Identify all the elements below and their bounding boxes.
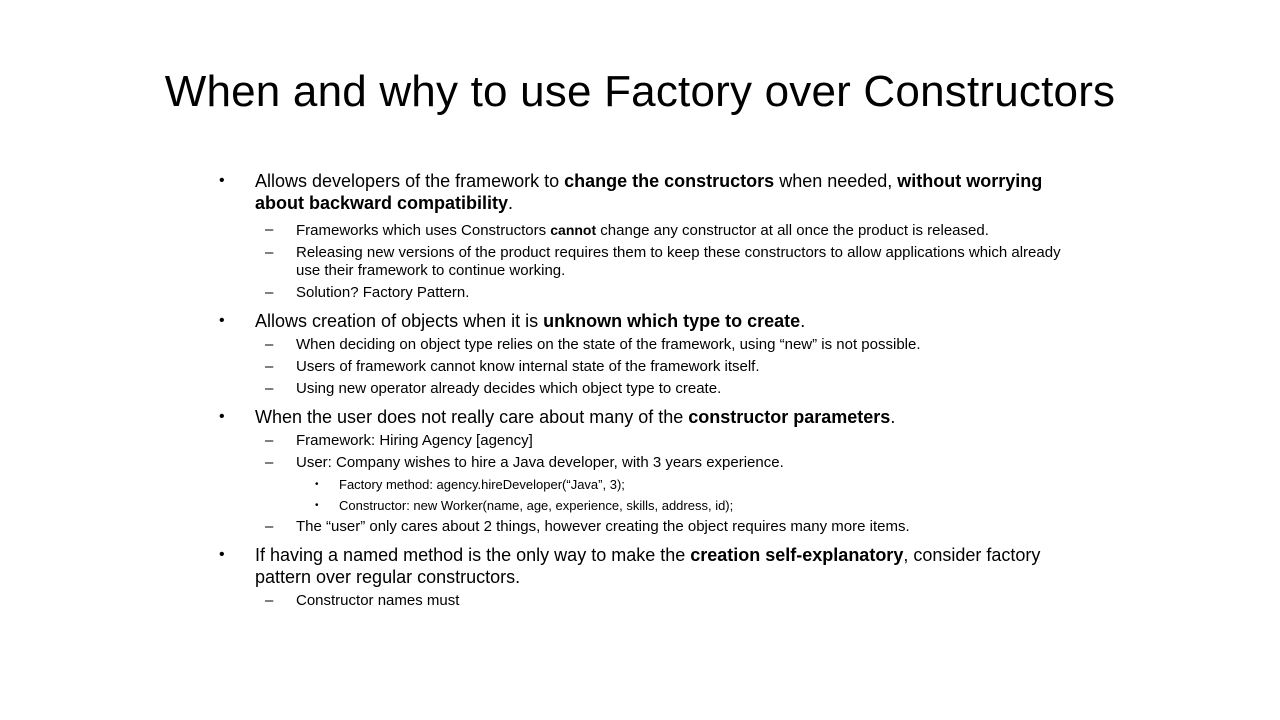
- bullet-text-bold: constructor parameters: [688, 407, 891, 427]
- sub-bullet: [215, 432, 1085, 450]
- bullet-text-bold: without worrying about backward compatibility: [255, 171, 1043, 213]
- bullet-point: [215, 544, 1085, 588]
- bullet-text-bold: unknown which type to create: [543, 311, 801, 331]
- bullet-text: .: [890, 407, 896, 427]
- sub-bullet-text: Releasing new versions of the product requires them to keep these constructors to allow applications which already use their framework to continue working.: [296, 244, 1061, 279]
- sub-bullet: [215, 454, 1085, 472]
- sub-bullet: [215, 518, 1085, 536]
- sub-bullet: [215, 592, 1085, 610]
- sub-bullet-text: Users of framework cannot know internal state of the framework itself.: [296, 358, 760, 375]
- sub-bullet-text-bold: cannot: [550, 222, 597, 238]
- dash-marker: –: [265, 221, 274, 238]
- bullet-text: when needed,: [774, 171, 898, 191]
- dash-marker: –: [265, 518, 274, 535]
- sub-bullet-text: Framework: Hiring Agency [agency]: [296, 432, 533, 449]
- bullet-text: .: [800, 311, 806, 331]
- dash-marker: –: [265, 336, 274, 353]
- bullet-text: , consider factory pattern over regular constructors.: [255, 545, 1041, 587]
- bullet-point: [215, 170, 1085, 214]
- sub-bullet: [215, 336, 1085, 354]
- dash-marker: –: [265, 380, 274, 397]
- sub-bullet-text: Frameworks which uses Constructors: [296, 222, 551, 239]
- slide-body: [215, 170, 1085, 610]
- sub-bullet: [215, 244, 1085, 280]
- dash-marker: –: [265, 432, 274, 449]
- sub-sub-bullet-text: Constructor: new Worker(name, age, experience, skills, address, id);: [339, 498, 734, 513]
- sub-bullet: [215, 221, 1085, 240]
- sub-bullet-text: User: Company wishes to hire a Java developer, with 3 years experience.: [296, 454, 784, 471]
- sub-bullet: [215, 284, 1085, 302]
- sub-bullet: [215, 358, 1085, 376]
- sub-sub-bullet: [215, 476, 1085, 493]
- dash-marker: –: [265, 454, 274, 471]
- bullet-text: .: [508, 193, 514, 213]
- bullet-text-bold: change the constructors: [564, 171, 775, 191]
- sub-bullet-group: [215, 221, 1085, 302]
- sub-bullet-text: change any constructor at all once the product is released.: [596, 222, 989, 239]
- bullet-marker: •: [219, 408, 225, 425]
- slide-title: When and why to use Factory over Constructors: [164, 67, 1116, 116]
- bullet-point: [215, 310, 1085, 332]
- bullet-point: [215, 406, 1085, 428]
- dash-marker: –: [265, 284, 274, 301]
- sub-bullet-text: When deciding on object type relies on the state of the framework, using “new” is not possible.: [296, 336, 921, 353]
- dash-marker: –: [265, 358, 274, 375]
- bullet-text: When the user does not really care about many of the: [255, 407, 689, 427]
- sub-sub-bullet: [215, 497, 1085, 514]
- sub-bullet: [215, 380, 1085, 398]
- bullet-marker: •: [219, 546, 225, 563]
- bullet-marker: •: [315, 500, 319, 511]
- bullet-marker: •: [219, 172, 225, 189]
- sub-bullet-group: [215, 592, 1085, 610]
- sub-bullet-text: Constructor names must: [296, 592, 460, 609]
- bullet-text: Allows creation of objects when it is: [255, 311, 544, 331]
- sub-bullet-text: Using new operator already decides which object type to create.: [296, 380, 722, 397]
- dash-marker: –: [265, 244, 274, 261]
- sub-bullet-text: The “user” only cares about 2 things, however creating the object requires many more items.: [296, 518, 910, 535]
- dash-marker: –: [265, 592, 274, 609]
- sub-bullet-group: [215, 336, 1085, 398]
- bullet-marker: •: [219, 312, 225, 329]
- bullet-text-bold: creation self-explanatory: [690, 545, 904, 565]
- sub-bullet-group: [215, 432, 1085, 536]
- sub-sub-bullet-text: Factory method: agency.hireDeveloper(“Java”, 3);: [339, 477, 625, 492]
- bullet-text: If having a named method is the only way to make the: [255, 545, 691, 565]
- bullet-marker: •: [315, 479, 319, 490]
- sub-bullet-text: Solution? Factory Pattern.: [296, 284, 470, 301]
- bullet-text: Allows developers of the framework to: [255, 171, 565, 191]
